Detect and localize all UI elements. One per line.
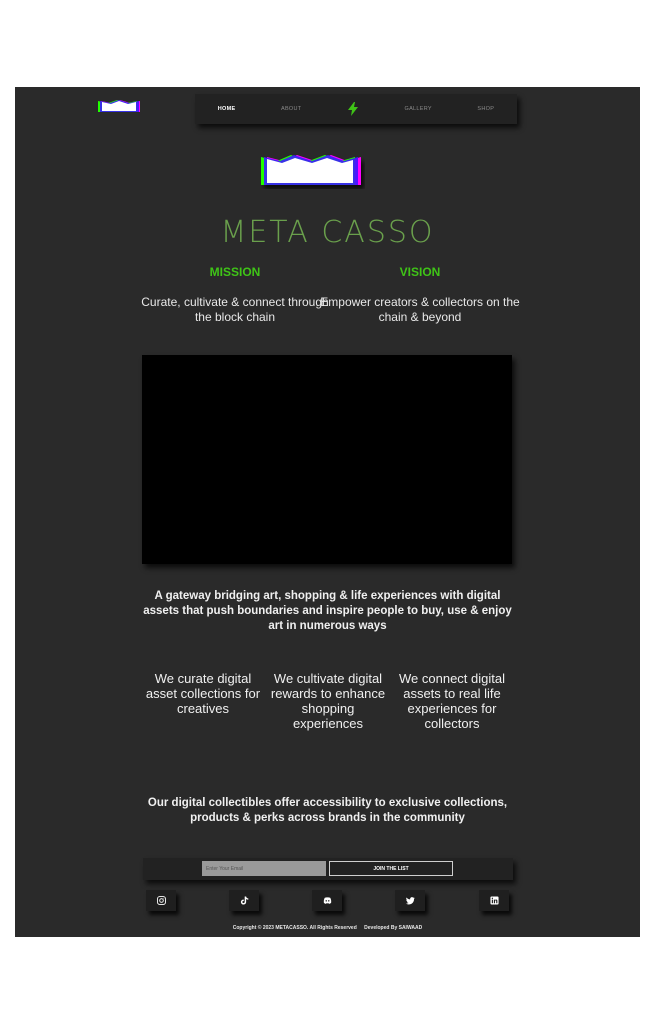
main-nav	[195, 94, 517, 124]
discord-button[interactable]	[312, 890, 342, 911]
linkedin-button[interactable]	[479, 890, 509, 911]
nav-home[interactable]: HOME	[217, 106, 236, 112]
instagram-icon	[157, 896, 166, 905]
logo-icon[interactable]	[98, 99, 143, 113]
twitter-button[interactable]	[395, 890, 425, 911]
tiktok-button[interactable]	[229, 890, 259, 911]
pillar-curate: We curate digital asset collections for creatives	[145, 671, 261, 716]
copyright-text: Copyright © 2023 METACASSO. All Rights Reserved	[232, 925, 357, 931]
mission-title: MISSION	[209, 265, 261, 279]
page-background	[15, 87, 640, 937]
pillar-cultivate: We cultivate digital rewards to enhance shopping experiences	[270, 671, 386, 731]
vision-title: VISION	[399, 265, 441, 279]
nav-about[interactable]: ABOUT	[281, 106, 302, 112]
lightning-bolt-icon[interactable]	[347, 102, 359, 116]
linkedin-icon	[490, 896, 499, 905]
join-list-button[interactable]: JOIN THE LIST	[329, 861, 453, 876]
vision-text: Empower creators & collectors on the chain & beyond	[320, 295, 520, 324]
nav-gallery[interactable]: GALLERY	[404, 106, 432, 112]
nav-shop[interactable]: SHOP	[477, 106, 495, 112]
video-player[interactable]	[142, 355, 512, 564]
instagram-button[interactable]	[146, 890, 176, 911]
email-input[interactable]	[202, 861, 326, 876]
brand-title: META CASSO	[220, 215, 435, 250]
vision-block	[320, 265, 520, 325]
developer-credit[interactable]: Developed By SAIWAAD	[364, 925, 423, 931]
tiktok-icon	[240, 896, 249, 905]
mission-block	[135, 265, 335, 325]
discord-icon	[323, 896, 332, 905]
collectibles-text: Our digital collectibles offer accessibility to exclusive collections, products & perks across brands in the community	[147, 797, 508, 824]
newsletter-bar	[143, 858, 513, 880]
mission-text: Curate, cultivate & connect through the block chain	[141, 295, 329, 324]
pillar-connect: We connect digital assets to real life experiences for collectors	[399, 671, 505, 731]
footer	[15, 925, 640, 931]
twitter-icon	[406, 896, 415, 905]
hero-logo-icon	[261, 153, 365, 189]
gateway-text: A gateway bridging art, shopping & life experiences with digital assets that push boundaries and inspire people to buy, use & enjoy art in numerous ways	[143, 590, 512, 632]
